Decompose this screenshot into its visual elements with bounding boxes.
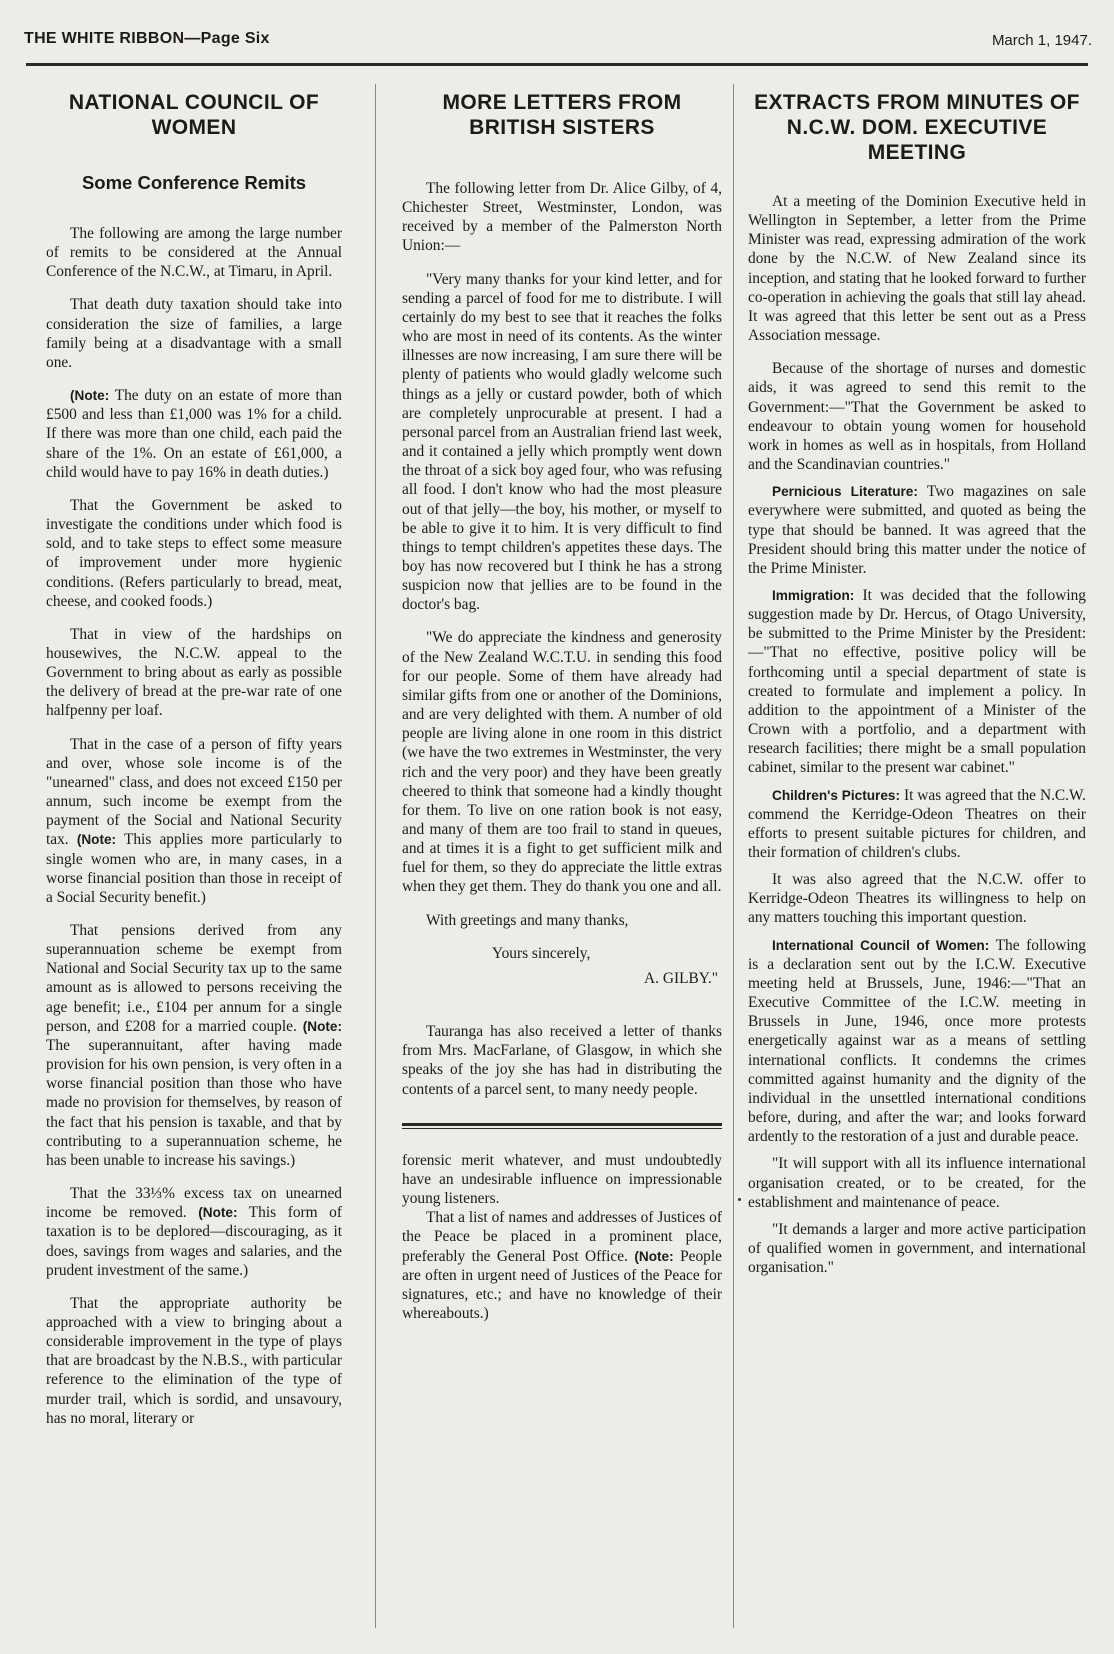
paragraph <box>748 482 1086 578</box>
section-label: International Council of Women: <box>772 937 990 953</box>
paragraph: That in view of the hardships on housewives, the N.C.W. appeal to the Government to bring about as early as possible the delivery of bread at the pre-war rate of one halfpenny per loaf. <box>46 625 342 720</box>
masthead-title: THE WHITE RIBBON—Page Six <box>24 30 270 47</box>
article-ncw-minutes <box>748 84 1086 1285</box>
paragraph <box>748 586 1086 778</box>
paragraph-text: Two magazines on sale everywhere were submitted, and quoted as being the type that should be banned. It was agreed that the President should bring this matter under the notice of the Prime Minister. <box>748 483 1086 577</box>
article-subheading: Some Conference Remits <box>81 172 307 193</box>
article-british-letters <box>402 84 722 1323</box>
column-divider <box>375 84 376 1628</box>
article-body <box>402 179 722 1323</box>
paragraph-text: The following is a declaration sent out by the I.C.W. Executive meeting held at Brussels, June, 1946:—"That an Executive Committee of the I.C.W. meeting in Brussels in June, 1946, once more protests energetically against war as a means of settling international conflicts. It condemns the crimes committed against humanity and the dignity of the individual in the unsettled international conditions before, during, and after the war; and looks forward ardently to the restoration of a just and durable peace. <box>748 936 1087 1146</box>
paragraph: Because of the shortage of nurses and domestic aids, it was agreed to send this remit to the Government:—"That the Government be asked to endeavour to obtain young women for household work in homes as well as in hospitals, from Holland and the Scandinavian countries." <box>748 360 1086 474</box>
paragraph: "It will support with all its influence international organisation created, or to be created, for the establishment and maintenance of peace. <box>748 1155 1086 1211</box>
section-label: Pernicious Literature: <box>772 484 918 500</box>
paragraph: The following letter from Dr. Alice Gilby, of 4, Chichester Street, Westminster, London, was received by a member of the Palmerston North Union:— <box>402 180 722 255</box>
paragraph: That the appropriate authority be approached with a view to bringing about a considerable improvement in the type of plays that are broadcast by the N.B.S., with particular reference to the elimination of the type of murder trail, which is sordid, and unsavoury, has no moral, literary or <box>46 1294 342 1427</box>
paragraph <box>46 921 342 1170</box>
paragraph: At a meeting of the Dominion Executive held in Wellington in September, a letter from the Prime Minister was read, expressing admiration of the work done by the N.C.W. of New Zealand since its inception, and stating that he looked forward to further co-operation in achieving the goals that still lay ahead. It was agreed that this letter be sent out as a Press Association message. <box>748 193 1086 345</box>
paragraph-text: That the 33⅓% excess tax on unearned income be removed. <box>46 1185 342 1222</box>
note-label: (Note: <box>70 388 110 404</box>
paragraph <box>748 936 1086 1147</box>
letter-closing: With greetings and many thanks, <box>426 911 629 929</box>
paragraph <box>748 786 1086 863</box>
paragraph-text: The duty on an estate of more than £500 and less than £1,000 was 1% for a child. If there was more than one child, each paid the share of the 1%. On an estate of £61,000, a child would have to pay 16% in death duties.) <box>46 387 342 481</box>
note-label: (Note: <box>302 1018 342 1034</box>
paragraph-text: This applies more particularly to single women who are, in many cases, in a worse financial position than those in receipt of a Social Security benefit.) <box>46 831 342 906</box>
paragraph <box>46 735 342 907</box>
paragraph <box>46 386 342 482</box>
paragraph-text: That a list of names and addresses of Justices of the Peace be placed in a prominent place, preferably the General Post Office. <box>402 1209 722 1265</box>
article-ncw-remits <box>46 84 342 1442</box>
paragraph <box>402 1208 722 1323</box>
continued-paragraph: forensic merit whatever, and must undoubtedly have an undesirable influence on impressionable young listeners. <box>402 1151 722 1208</box>
paragraph: That death duty taxation should take into consideration the size of families, a large family being at a disadvantage with a small one. <box>46 296 342 371</box>
paragraph: Tauranga has also received a letter of thanks from Mrs. MacFarlane, of Glasgow, in which she speaks of the joy she has had in distributing the contents of a parcel sent, to many needy people. <box>402 1023 722 1098</box>
paragraph-text: The superannuitant, after having made provision for his own pension, is very often in a worse financial position than those who have made no provision for themselves, by reason of the fact that his pension is taxable, and that by contributing to a superannuation scheme, he has been unable to increase his savings.) <box>46 1036 342 1169</box>
paragraph-text: People are often in urgent need of Justices of the Peace for signatures, etc.; and have no knowledge of their whereabouts.) <box>402 1247 722 1322</box>
section-divider <box>402 1123 722 1129</box>
paragraph-text: This form of taxation is to be deplored—discouraging, as it does, savings from wages and salaries, and the prudent investment of the same.) <box>46 1204 342 1279</box>
paragraph-text: It was decided that the following suggestion made by Dr. Hercus, of Otago University, be submitted to the Prime Minister by the President:—"That no effective, positive policy will be forthcoming until a special department of state is created to formulate and implement a policy. In addition to the appointment of a Minister of the Crown with a portfolio, and a department with research facilities; there might be a small population cabinet, similar to the present war cabinet." <box>748 586 1086 777</box>
note-label: (Note: <box>198 1205 238 1221</box>
header-rule <box>26 63 1088 66</box>
paragraph: "Very many thanks for your kind letter, and for sending a parcel of food for me to distribute. I will certainly do my best to see that it reaches the folks who are most in need of its contents. As the winter illnesses are now increasing, I am sure there will be plenty of patients who would gladly welcome such things as a jelly or custard powder, both of which are completely unprocurable at present. I had a personal parcel from an Australian friend last week, and it contained a jelly which promptly went down the throat of a sick boy aged four, who was refusing all food. I don't know who had the most pleasure out of that jelly—the boy, his mother, or myself to be able to give it to him. It is very difficult to find things to tempt children's appetites these days. The boy has now recovered but I think he has a strong suspicion now that jellies are to be found in the doctor's bag. <box>402 270 722 614</box>
letter-signature: A. GILBY." <box>644 969 718 987</box>
paragraph: It was also agreed that the N.C.W. offer to Kerridge-Odeon Theatres its willingness to help on any matters touching this important question. <box>748 871 1086 927</box>
article-headline: NATIONAL COUNCIL OF WOMEN <box>68 91 320 139</box>
paragraph-text: That pensions derived from any superannuation scheme be exempt from National and Social Security tax up to the same amount as is allowed to persons receiving the age benefit; i.e., £104 per annum for a single person, and £208 for a married couple. <box>46 922 342 1035</box>
note-label: (Note: <box>76 832 117 848</box>
letter-signoff: Yours sincerely, <box>492 944 591 962</box>
paragraph: That the Government be asked to investigate the conditions under which food is sold, and to take steps to effect some measure of improvement under more hygienic conditions. (Refers particularly to bread, meat, cheese, and cooked foods.) <box>46 496 342 610</box>
paragraph: The following are among the large number of remits to be considered at the Annual Conference of the N.C.W., at Timaru, in April. <box>46 225 342 281</box>
article-headline: EXTRACTS FROM MINUTES OF N.C.W. DOM. EXECUTIVE MEETING <box>754 91 1080 164</box>
article-body <box>748 192 1086 1277</box>
article-body <box>46 224 342 1428</box>
paragraph-text: That in the case of a person of fifty years and over, whose sole income is of the "unearned" class, and does not exceed £150 per annum, such income be exempt from the payment of the Social and National Security tax. <box>46 735 342 849</box>
paragraph: "We do appreciate the kindness and generosity of the New Zealand W.C.T.U. in sending this food for our people. Some of them have already had similar gifts from one or another of the Dominions, and are very delighted with them. A number of old people are living alone in one room in this district (we have the two extremes in Westminster, the very rich and the very poor) and they have been greatly cheered to think that someone had a kindly thought for them. To live on one ration book is not easy, and many of them are too frail to stand in queues, and at times it is a fight to get sufficient milk and fuel for them, so they do appreciate the little extras when they get them. They do thank you one and all. <box>402 629 722 896</box>
section-label: Immigration: <box>772 587 855 603</box>
note-label: (Note: <box>634 1248 674 1264</box>
print-speck <box>738 1198 741 1201</box>
column-divider <box>733 84 734 1628</box>
article-headline: MORE LETTERS FROM BRITISH SISTERS <box>442 91 682 139</box>
section-label: Children's Pictures: <box>772 787 900 803</box>
paragraph-text: It was agreed that the N.C.W. commend the Kerridge-Odeon Theatres on their efforts to present suitable pictures for children, and their formation of children's clubs. <box>748 786 1086 861</box>
paragraph: "It demands a larger and more active participation of qualified women in government, and international organisation." <box>748 1220 1086 1277</box>
paragraph <box>46 1184 342 1280</box>
issue-date: March 1, 1947. <box>991 32 1092 49</box>
